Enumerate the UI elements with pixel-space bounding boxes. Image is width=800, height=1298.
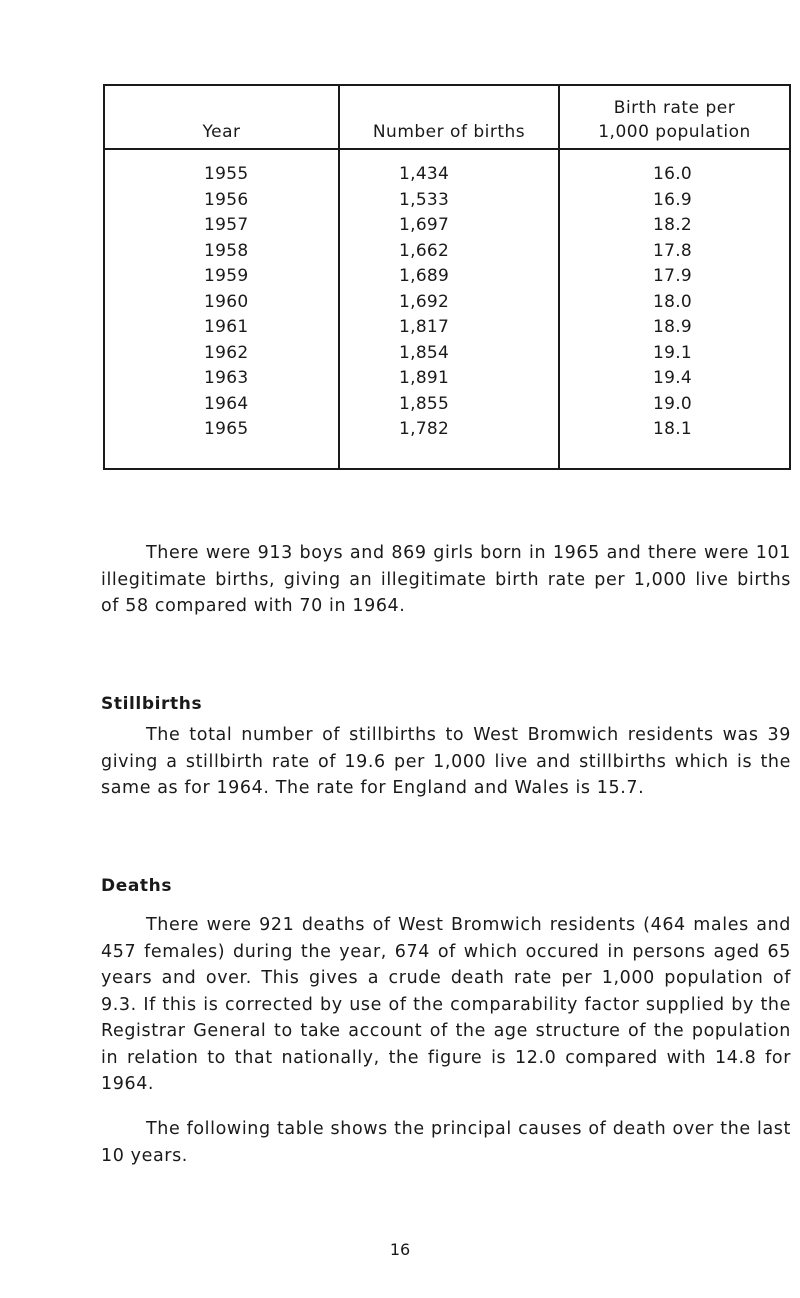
- births-cell: 1,855: [399, 393, 450, 414]
- year-cell: 1958: [204, 240, 249, 261]
- following-table-paragraph: [101, 1116, 791, 1169]
- year-cell: 1957: [204, 215, 249, 235]
- table-row: [105, 392, 789, 418]
- table-body: [105, 162, 789, 443]
- births-cell: 1,891: [399, 368, 450, 388]
- table-row: [105, 341, 789, 367]
- year-cell: 1965: [204, 419, 249, 439]
- column-header-year: [105, 86, 338, 148]
- births-cell: 1,692: [399, 291, 450, 312]
- column-header-births: [340, 86, 558, 148]
- table-row: [105, 290, 789, 316]
- births-summary-paragraph: [101, 540, 791, 620]
- birth-rate-cell: 16.9: [653, 189, 693, 210]
- table-row: [105, 264, 789, 290]
- following-table-text: The following table shows the principal causes of death over the last 10 years.: [101, 1119, 791, 1166]
- column-header-births-label: Number of births: [372, 122, 526, 142]
- table-row: [105, 213, 789, 239]
- births-cell: 1,689: [399, 266, 450, 286]
- births-cell: 1,662: [399, 240, 450, 261]
- year-cell: 1961: [204, 317, 249, 337]
- table-row: [105, 188, 789, 214]
- births-cell: 1,697: [399, 215, 450, 235]
- birth-rate-cell: 19.0: [653, 393, 693, 414]
- year-cell: 1956: [204, 189, 249, 210]
- birth-rate-cell: 18.9: [653, 317, 693, 337]
- birth-rate-cell: 19.1: [653, 342, 693, 363]
- year-cell: 1964: [204, 393, 249, 414]
- deaths-text: There were 921 deaths of West Bromwich residents (464 males and 457 females) during the year, 674 of which occured in persons aged 65 years and over. This gives a crude death rate per 1,000 population of 9.3. If this is corrected by use of the comparability factor supplied by the Registrar General to take account of the age structure of the population in relation to that nationally, the figure is 12.0 compared with 14.8 for 1964.: [101, 915, 791, 1094]
- births-cell: 1,782: [399, 419, 450, 439]
- column-header-birth-rate-line1: Birth rate per: [613, 98, 736, 118]
- births-cell: 1,854: [399, 342, 450, 363]
- deaths-heading: Deaths: [101, 876, 173, 896]
- table-row: [105, 315, 789, 341]
- table-row: [105, 417, 789, 443]
- deaths-paragraph: [101, 912, 791, 1098]
- column-header-birth-rate: [560, 86, 789, 148]
- birth-rate-cell: 16.0: [653, 164, 693, 184]
- year-cell: 1959: [204, 266, 249, 286]
- stillbirths-heading: Stillbirths: [101, 694, 203, 714]
- year-cell: 1955: [204, 164, 249, 184]
- birth-rate-cell: 18.2: [653, 215, 693, 235]
- column-header-year-label: Year: [202, 122, 241, 142]
- year-cell: 1963: [204, 368, 249, 388]
- column-header-birth-rate-line2: 1,000 population: [598, 122, 751, 142]
- births-summary-text: There were 913 boys and 869 girls born in 1965 and there were 101 illegitimate births, giving an illegitimate birth rate per 1,000 live births of 58 compared with 70 in 1964.: [101, 543, 791, 616]
- table-row: [105, 366, 789, 392]
- stillbirths-paragraph: [101, 722, 791, 802]
- birth-rate-cell: 18.0: [653, 291, 693, 312]
- births-cell: 1,817: [399, 317, 450, 337]
- birth-statistics-table: [103, 84, 791, 468]
- birth-rate-cell: 18.1: [653, 419, 693, 439]
- year-cell: 1960: [204, 291, 249, 312]
- table-row: [105, 162, 789, 188]
- page-number: 16: [389, 1240, 411, 1259]
- year-cell: 1962: [204, 342, 249, 363]
- stillbirths-text: The total number of stillbirths to West Bromwich residents was 39 giving a stillbirth rate of 19.6 per 1,000 live and stillbirths which is the same as for 1964. The rate for England and Wales is 15.7.: [101, 725, 791, 798]
- births-cell: 1,434: [399, 164, 450, 184]
- birth-rate-cell: 17.8: [653, 240, 693, 261]
- table-row: [105, 239, 789, 265]
- birth-rate-cell: 19.4: [653, 368, 693, 388]
- births-cell: 1,533: [399, 189, 450, 210]
- birth-rate-cell: 17.9: [653, 266, 693, 286]
- header-rule: [105, 148, 789, 150]
